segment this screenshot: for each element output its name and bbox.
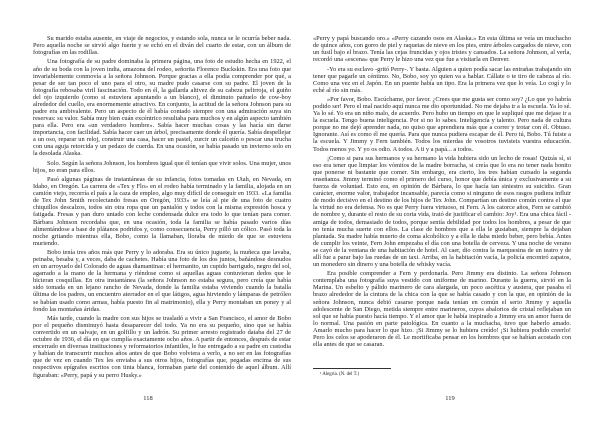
paragraph: Una fotografía de su padre dominaba la primera página, una foto de estudio hecha en 1922, el año de su boda con la joven india, amazona del rodeo, señorita Florence Buckskin. Era una foto que invariablemente conmovía a la señora Johnson. Porque gracias a ella podía comprender por qué, a pesar de ser tan poco el uno para el otro, su madre pudo casarse con su padre. El joven de la fotografía rebosaba viril fascinación. Todo en él, la gallarda altivez de su cabeza pelirroja, el guiño del ojo izquierdo (como si estuviera apuntando a un blanco), el diminuto pañuelo de cow-boy alrededor del cuello, era enormemente atractivo. En conjunto, la actitud de la señora Johnson para su padre era ambivalente. Pero un aspecto de él había contado siempre con una admiración suya sin reservas: su valor. Sabía muy bien cuán excéntrico resultaba para muchos y en algún aspecto también para ella. Pero era «un verdadero hombre». Sabía hacer muchas cosas y las hacía sin darse importancia, con facilidad. Sabía hacer caer un árbol, precisamente donde él quería. Sabía despellejar a un oso, reparar un reloj, construir una casa, hacer un pastel, zurcir un calcetín o pescar una trucha con una aguja retorcida y un pedazo de cuerda. En una ocasión, se había pasado un invierno solo en la desolada Alaska. [33,58,291,158]
paragraph: «Perry y papá buscando oro.» «Perry cazando osos en Alaska.» En esta última se veía un muchacho de quince años, con gorro de piel y raquetas de nieve en los pies, entre árboles cargados de nieve, con un fusil bajo el brazo. Tenía las cejas fruncidas y ojos tristes y cansados. La señora Johnson, al verla, recordó una «escena» que Perry le hizo una vez que fue a visitarla en Denver. [313,35,571,64]
left-page-body [33,35,291,381]
page-number-right: 119 [445,395,455,402]
paragraph: »Por favor, Bobo. Escúchame, por favor. ¿Crees que me gusta ser como soy? ¿Lo que yo habría podido ser! Pero el mal nacido aquí nunca me dio oportunidad. No me dejaba ir a la escuela. Ya lo sé. Ya lo sé. Yo era un niño malo, de acuerdo. Pero hubo un tiempo en que le supliqué que me dejase ir a la escuela. Tengo buena inteligencia. Por si no lo sabes. Inteligencia y talento. Pero nada de cultura porque no me dejó aprender nada, no quiso que aprendiera más que a correr y trotar con él. Obtuso. Ignorante. Así es como él me quería. Para que nunca pudiera escapar de él. Pero tú, Bobo. Tú fuiste a la escuela. Y Jimmy y Fern también. Todos los mierdas de vosotros tuvisteis vuestra educación. Todos menos yo. Y yo os odio. A todos. A ti y a papá... a todos. [313,96,571,153]
paragraph: Pasó algunas páginas de instantáneas de su infancia, fotos tomadas en Utah, en Nevada, en Idaho, en Oregón. La carrera de «Tex y Flo» en el rodeo había terminado y la familia, alojada en un camión viejo, recorría el país a la caza de empleo, algo muy difícil de conseguir en 1933. «La familia de Tex John Smith recolectando fresas en Oregón, 1933» se leía al pie de una foto de cuatro chiquillos descalzos, todos sin otra ropa que un pantalón y todos con la misma expresión hosca y fatigada. Fresas y pan duro untado con leche condensada dulce era todo lo que tenían para comer. Bárbara Johnson recordaba que, en una ocasión, toda la familia se había pasado varios días alimentándose a base de plátanos podridos y, como consecuencia, Perry pilló un cólico. Pasó toda la noche gritando mientras ella, Bobo, como la llamaban, lloraba de miedo de que se estuviera muriendo. [33,176,291,247]
paragraph: -Yo era su esclavo -gritó Perry-. Y basta. Alguien a quien podía sacar las entrañas trabajando sin tener que pagarle un céntimo. No, Bobo, soy yo quien va a hablar. Cállate o te tiro de cabeza al río. Como una vez en el Japón. En un puente había un tipo. Era la primera vez que lo veía. Lo cogí y lo eché al río sin más. [313,65,571,94]
paragraph: Bobo tenía tres años más que Perry y lo adoraba. Era su único juguete, la muñeca que lavaba, peinaba, besaba y, a veces, daba de cachetes. Había una foto de los dos juntos, bañándose desnudos en un arroyuelo del Colorado de aguas diamantinas: el hermanito, un cupido barrigudo, negro del sol, agarrado a la mano de la hermana y riéndose como si aquellas aguas contuvieran dedos que le hicieran cosquillas. En otra instantánea (la señora Johnson no estaba segura, pero creía que había sido tomada en un lejano rancho de Nevada, donde la familia estaba viviendo cuando la batalla última de los padres, un encuentro aterrador en el que látigos, agua hirviendo y lámparas de petróleo se habían usado como armas, había puesto fin al matrimonio), ella y Perry montaban un poney y al fondo las montañas áridas. [33,249,291,313]
footnote: ¹ Alegría. (N. del T.) [320,372,359,377]
paragraph: ¡Como si para sus hermanos y su hermano la vida hubiera sido un lecho de rosas! Quizás sí, si eso era tener que limpiar los vómitos de la madre borracha, si creía que lo era no tener nada bonito que ponerse ni bastante que comer. Sin embargo, era cierto, los tres habían cursado la segunda enseñanza. Jimmy terminó como el primero del curso, honor que debía única y exclusivamente a su fuerza de voluntad. Esto era, en opinión de Bárbara, lo que hacía tan siniestro su suicidio. Gran carácter, enorme valor, trabajador incansable, parecía como si ninguno de esos rasgos pudiera influir de modo decisivo en el destino de los hijos de Tex John. Compartían un destino común contra el que la virtud no era defensa. No es que Perry fuera virtuoso, ni Fern. A los catorce años, Fern se cambió de nombre y, durante el resto de su corta vida, trató de justificar el cambio: Joy¹. Era una chica fácil -amiga de todos, demasiado de todos, porque sentía debilidad por todos los hombres, a pesar de que no tenía mucha suerte con ellos. La clase de hombres que a ella le gustaban, siempre la dejaban plantada. Su madre había muerto de coma alcohólico y a ella le daba miedo beber, pero bebía. Antes de cumplir los veinte, Fern John empezaba el día con una botella de cerveza. Y una noche de verano se cayó de la ventana de una habitación de hotel. Al caer, dio contra la marquesina de un teatro y de allí fue a parar bajo las ruedas de un taxi. Arriba, en la habitación vacía, la policía encontró zapatos, un monedero sin dinero y una botella de whisky vacía. [313,154,571,268]
right-page-body [313,35,571,350]
paragraph: Era posible comprender a Fern y perdonarla. Pero Jimmy era distinto. La señora Johnson contemplaba una fotografía suya vestido con uniforme de marino. Durante la guerra, sirvió en la Marina. Un esbelto y pálido marinero de cara alargada, un poco ascética y austera, que pasaba el brazo alrededor de la cintura de la chica con la que se había casado y con la que, en opinión de la señora Johnson, nunca debió casarse porque nada tenían en común el serio Jimmy y aquella adolescente de San Diego, metida siempre entre marineros, cuyos abalorios de cristal reflejaban un sol que se había puesto hacía tiempo. Y el amor que le había inspirado a Jimmy era un amor fuera de lo normal. Una pasión en parte patológica. En cuanto a la muchacha, tuvo que haberlo amado. Amarlo mucho para hacer lo que hizo. ¡Si Jimmy se lo hubiera creído! ¡Si hubiera podido creerlo! Pero los celos se apoderaron de él. Le mortificaba pensar en los hombres que se habían acostado con ella antes de que se casaran. [313,270,571,349]
paragraph: Más tarde, cuando la madre con sus hijos se trasladó a vivir a San Francisco, el amor de Bobo por el pequeño disminuyó hasta desaparecer del todo. Ya no era su pequeño, sino que se había convertido en un salvaje, en un golfillo y un ladrón. Su primer arresto registrado databa del 27 de octubre de 1936, el día en que cumplía exactamente ocho años. A partir de entonces, después de estar encerrado en diversas instituciones y reformatorios infantiles, le fue entregado a su padre en custodia y habían de transcurrir muchos años antes de que Bobo volviera a verlo, a no ser en las fotografías que de vez en cuando Tex les enviaba a sus otros hijos, fotografías que, pegadas encima de sus respectivos epígrafes escritos con tinta blanca, formaban parte del contenido de aquel álbum. Allí figuraban: «Perry, papá y su perro Husky.» [33,314,291,379]
footnote-divider [313,368,391,369]
page-number-left: 118 [143,395,153,402]
paragraph: Su marido estaba ausente, en viaje de negocios, y estando sola, nunca se le ocurría beber nada. Pero aquella noche se sirvió algo fuerte y se echó en el diván del cuarto de estar, con un álbum de fotografías en las rodillas. [33,35,291,57]
paragraph: Solo. Según la señora Johnson, los hombres igual que él tenían que vivir solos. Una mujer, unos hijos, no eran para ellos. [33,159,291,174]
